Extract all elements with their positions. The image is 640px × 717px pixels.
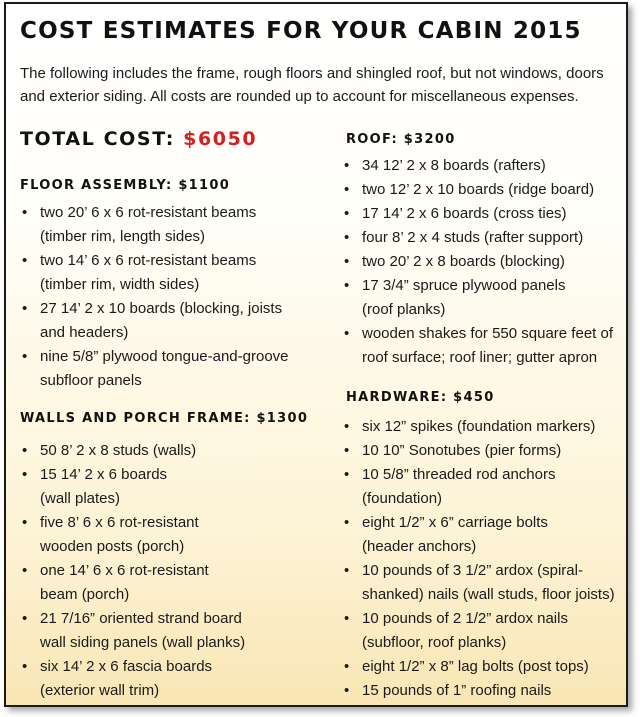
list-item-line: two 20’ 6 x 6 rot-resistant beams bbox=[40, 204, 257, 221]
list-item-line: (timber rim, length sides) bbox=[40, 228, 206, 245]
hardware-list bbox=[342, 415, 630, 703]
list-item-line: (timber rim, width sides) bbox=[40, 276, 200, 293]
cost-estimate-card bbox=[4, 2, 628, 707]
list-item-line: two 20’ 2 x 8 boards (blocking) bbox=[362, 253, 565, 270]
list-item-line: four 8’ 2 x 4 studs (rafter support) bbox=[362, 229, 584, 246]
list-item bbox=[20, 201, 332, 249]
list-item bbox=[20, 345, 332, 393]
list-item-line: five 8’ 6 x 6 rot-resistant bbox=[40, 514, 199, 531]
list-item-line: one 14’ 6 x 6 rot-resistant bbox=[40, 562, 209, 579]
list-item-line: eight 1/2” x 8” lag bolts (post tops) bbox=[362, 658, 589, 675]
list-item bbox=[20, 559, 332, 607]
list-item-line: 10 10” Sonotubes (pier forms) bbox=[362, 442, 562, 459]
list-item-line: wooden posts (porch) bbox=[40, 538, 185, 555]
list-item-line: 10 pounds of 2 1/2” ardox nails bbox=[362, 610, 568, 627]
walls-porch-list bbox=[20, 439, 332, 703]
list-item bbox=[20, 249, 332, 297]
total-cost-amount: $6050 bbox=[183, 128, 258, 150]
list-item bbox=[342, 607, 630, 655]
list-item-line: wooden shakes for 550 square feet of bbox=[362, 325, 614, 342]
list-item-line: 50 8’ 2 x 8 studs (walls) bbox=[40, 442, 197, 459]
list-item bbox=[342, 463, 630, 511]
list-item-line: shanked) nails (wall studs, floor joists) bbox=[362, 586, 615, 603]
list-item-line: 17 14’ 2 x 6 boards (cross ties) bbox=[362, 205, 567, 222]
list-item-line: 17 3/4” spruce plywood panels bbox=[362, 277, 566, 294]
list-item-line: 15 14’ 2 x 6 boards bbox=[40, 466, 168, 483]
list-item-line: 15 pounds of 1” roofing nails bbox=[362, 682, 552, 699]
list-item bbox=[342, 202, 630, 226]
list-item-line: roof surface; roof liner; gutter apron bbox=[362, 349, 598, 366]
list-item bbox=[342, 154, 630, 178]
list-item-line: two 14’ 6 x 6 rot-resistant beams bbox=[40, 252, 257, 269]
list-item-line: nine 5/8” plywood tongue-and-groove bbox=[40, 348, 289, 365]
list-item bbox=[342, 679, 630, 703]
list-item-line: (header anchors) bbox=[362, 538, 477, 555]
list-item bbox=[342, 274, 630, 322]
list-item bbox=[342, 439, 630, 463]
intro-text: The following includes the frame, rough floors and shingled roof, but not windows, doors and exterior siding. All costs are rounded up to account for miscellaneous expenses. bbox=[20, 65, 604, 105]
list-item-line: wall siding panels (wall planks) bbox=[40, 634, 246, 651]
list-item-line: 27 14’ 2 x 10 boards (blocking, joists bbox=[40, 300, 283, 317]
list-item-line: 10 5/8” threaded rod anchors bbox=[362, 466, 556, 483]
hardware-heading: HARDWARE: $450 bbox=[346, 390, 495, 405]
list-item-line: eight 1/2” x 6” carriage bolts bbox=[362, 514, 548, 531]
list-item-line: 34 12’ 2 x 8 boards (rafters) bbox=[362, 157, 546, 174]
roof-list bbox=[342, 154, 630, 370]
list-item-line: and headers) bbox=[40, 324, 129, 341]
list-item bbox=[20, 511, 332, 559]
list-item-line: (roof planks) bbox=[362, 301, 446, 318]
list-item bbox=[342, 250, 630, 274]
list-item-line: two 12’ 2 x 10 boards (ridge board) bbox=[362, 181, 595, 198]
list-item-line: subfloor panels bbox=[40, 372, 142, 389]
list-item bbox=[342, 178, 630, 202]
total-cost bbox=[20, 128, 257, 150]
total-cost-label: TOTAL COST: bbox=[20, 128, 175, 150]
list-item-line: (wall plates) bbox=[40, 490, 121, 507]
list-item bbox=[342, 559, 630, 607]
list-item bbox=[342, 226, 630, 250]
list-item-line: six 12” spikes (foundation markers) bbox=[362, 418, 596, 435]
list-item-line: 21 7/16” oriented strand board bbox=[40, 610, 242, 627]
list-item-line: (foundation) bbox=[362, 490, 443, 507]
walls-porch-heading: WALLS AND PORCH FRAME: $1300 bbox=[20, 411, 309, 426]
list-item bbox=[342, 415, 630, 439]
list-item-line: beam (porch) bbox=[40, 586, 130, 603]
list-item bbox=[342, 655, 630, 679]
list-item-line: (subfloor, roof planks) bbox=[362, 634, 507, 651]
floor-assembly-list bbox=[20, 201, 332, 393]
page-title: COST ESTIMATES FOR YOUR CABIN 2015 bbox=[20, 18, 582, 44]
list-item bbox=[20, 607, 332, 655]
list-item-line: 10 pounds of 3 1/2” ardox (spiral- bbox=[362, 562, 583, 579]
list-item bbox=[20, 463, 332, 511]
list-item bbox=[20, 297, 332, 345]
list-item-line: six 14’ 2 x 6 fascia boards bbox=[40, 658, 213, 675]
list-item bbox=[342, 322, 630, 370]
list-item bbox=[20, 655, 332, 703]
list-item bbox=[342, 511, 630, 559]
list-item-line: (exterior wall trim) bbox=[40, 682, 160, 699]
floor-assembly-heading: FLOOR ASSEMBLY: $1100 bbox=[20, 178, 231, 193]
list-item bbox=[20, 439, 332, 463]
roof-heading: ROOF: $3200 bbox=[346, 132, 456, 147]
